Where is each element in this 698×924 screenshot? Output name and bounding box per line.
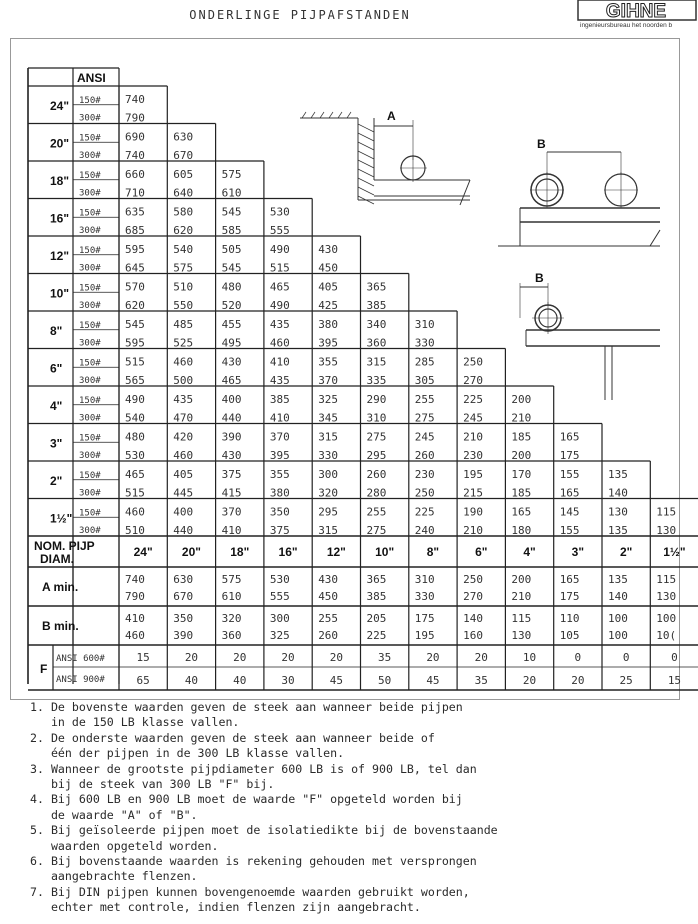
a-min-top: 575 [221, 573, 242, 586]
value-300: 515 [125, 486, 145, 500]
b-min-top: 320 [221, 612, 242, 625]
value-150: 115 [656, 505, 677, 519]
nom-size: 18" [230, 545, 250, 559]
value-300: 275 [414, 411, 435, 425]
nom-label-2: DIAM. [40, 552, 74, 566]
value-150: 545 [125, 317, 145, 331]
value-300: 465 [221, 374, 242, 387]
b-min-top: 140 [463, 612, 483, 625]
a-min-bottom: 130 [656, 590, 677, 603]
value-150: 635 [125, 205, 145, 219]
value-300: 515 [269, 261, 290, 275]
row-size-label: 20" [50, 136, 70, 151]
value-300: 495 [221, 336, 242, 350]
class-300-label: 300# [79, 526, 101, 536]
b-min-top: 100 [656, 612, 677, 625]
value-300: 470 [173, 411, 194, 425]
b-min-bottom: 460 [125, 629, 145, 642]
a-min-top: 740 [125, 573, 145, 586]
b-min-bottom: 130 [511, 629, 532, 642]
value-150: 400 [173, 505, 194, 519]
class-150-label: 150# [79, 170, 101, 181]
a-min-bottom: 555 [269, 590, 290, 603]
value-150: 400 [221, 392, 242, 406]
class-150-label: 150# [79, 133, 101, 144]
f-900-value: 40 [184, 674, 199, 687]
class-150-label: 150# [79, 508, 101, 519]
class-300-label: 300# [79, 376, 101, 386]
a-min-top: 630 [173, 573, 194, 586]
value-300: 790 [125, 111, 145, 125]
b-min-bottom: 225 [366, 629, 387, 642]
class-150-label: 150# [79, 95, 101, 106]
value-150: 225 [463, 392, 483, 406]
value-300: 500 [173, 374, 194, 387]
class-150-label: 150# [79, 245, 101, 256]
value-300: 165 [559, 486, 580, 500]
class-150-label: 150# [79, 283, 101, 294]
value-150: 285 [414, 355, 435, 369]
a-min-bottom: 140 [608, 590, 628, 603]
value-300: 490 [269, 299, 290, 312]
class-300-label: 300# [79, 188, 101, 199]
a-min-bottom: 670 [173, 590, 194, 603]
value-300: 460 [269, 336, 290, 350]
class-300-label: 300# [79, 113, 101, 124]
f-label: F [40, 662, 48, 676]
value-150: 290 [366, 392, 387, 406]
row-size-label: 18" [50, 173, 70, 188]
a-min-bottom: 270 [463, 590, 483, 603]
value-300: 445 [173, 486, 194, 500]
value-150: 260 [366, 467, 387, 481]
value-300: 415 [221, 486, 242, 500]
value-300: 280 [366, 486, 387, 500]
b-min-bottom: 360 [221, 629, 242, 642]
b-min-bottom: 105 [559, 629, 580, 642]
value-300: 250 [414, 486, 435, 500]
value-150: 390 [221, 430, 242, 444]
b-min-bottom: 390 [173, 629, 194, 642]
value-300: 430 [221, 449, 242, 462]
a-min-bottom: 450 [318, 590, 339, 603]
class-300-label: 300# [79, 488, 101, 499]
value-300: 645 [125, 261, 145, 275]
value-150: 315 [366, 355, 387, 369]
value-150: 165 [511, 505, 532, 519]
value-150: 405 [173, 467, 194, 481]
value-300: 295 [366, 449, 387, 462]
value-150: 310 [414, 317, 435, 331]
value-150: 210 [463, 430, 483, 444]
value-300: 210 [511, 411, 532, 425]
value-150: 420 [173, 430, 194, 444]
value-150: 185 [511, 430, 532, 444]
nom-size: 16" [278, 545, 298, 559]
value-300: 685 [125, 224, 145, 237]
value-300: 310 [366, 411, 387, 425]
f-ansi900-label: ANSI 900# [56, 675, 105, 685]
value-150: 370 [221, 505, 242, 519]
value-300: 395 [318, 336, 339, 350]
a-min-bottom: 210 [511, 590, 532, 603]
class-300-label: 300# [79, 451, 101, 461]
b-min-bottom: 195 [414, 629, 435, 642]
value-150: 355 [269, 467, 290, 481]
a-min-bottom: 790 [125, 590, 145, 603]
value-300: 550 [173, 299, 194, 312]
value-300: 375 [269, 524, 290, 537]
class-150-label: 150# [79, 395, 101, 406]
f-900-value: 40 [233, 674, 247, 687]
value-300: 315 [318, 524, 339, 537]
f-900-value: 15 [667, 674, 682, 687]
value-300: 260 [414, 449, 435, 462]
a-min-top: 310 [414, 573, 435, 586]
page-title: ONDERLINGE PIJPAFSTANDEN [189, 8, 411, 22]
value-300: 555 [269, 224, 290, 237]
note-item: 5. Bij geïsoleerde pijpen moet de isolatiedikte bij de bovenstaande waarden opgeteld worden. [30, 823, 498, 853]
a-min-top: 165 [559, 573, 580, 586]
value-150: 300 [318, 467, 339, 481]
value-150: 375 [221, 467, 242, 481]
value-150: 385 [269, 392, 290, 406]
value-150: 490 [269, 242, 290, 256]
value-300: 520 [221, 299, 242, 312]
row-size-label: 1½" [50, 511, 73, 526]
class-150-label: 150# [79, 320, 101, 331]
a-min-top: 365 [366, 573, 387, 586]
a-min-top: 200 [511, 573, 532, 586]
value-150: 195 [463, 467, 483, 481]
a-min-bottom: 385 [366, 590, 387, 603]
value-300: 360 [366, 336, 387, 350]
row-size-label: 24" [50, 98, 70, 113]
value-150: 275 [366, 430, 387, 444]
nom-size: 4" [523, 545, 536, 559]
class-150-label: 150# [79, 433, 101, 444]
value-150: 455 [221, 317, 242, 331]
dim-a-label: A [387, 109, 396, 123]
value-150: 230 [414, 467, 435, 481]
a-min-bottom: 610 [221, 590, 242, 603]
f-900-value: 30 [281, 674, 295, 687]
value-300: 620 [173, 224, 194, 237]
value-150: 430 [221, 355, 242, 369]
f-600-value: 0 [574, 651, 582, 664]
row-size-label: 8" [50, 323, 63, 338]
value-300: 140 [608, 486, 628, 500]
value-300: 450 [318, 261, 339, 275]
value-150: 630 [173, 130, 194, 144]
value-300: 240 [414, 524, 435, 537]
dim-b2-label: B [535, 271, 544, 285]
f-900-value: 25 [619, 674, 633, 687]
value-150: 740 [125, 92, 145, 106]
value-300: 320 [318, 486, 339, 500]
a-min-bottom: 175 [559, 590, 580, 603]
value-300: 620 [125, 299, 145, 312]
value-300: 270 [463, 374, 483, 387]
row-size-label: 3" [50, 436, 63, 451]
value-300: 130 [656, 524, 677, 537]
row-size-label: 2" [50, 473, 63, 488]
f-600-value: 0 [671, 651, 678, 664]
f-600-value: 20 [474, 651, 488, 664]
b-min-top: 300 [269, 612, 290, 625]
b-min-bottom: 100 [608, 629, 628, 642]
value-300: 230 [463, 449, 483, 462]
note-item: 4. Bij 600 LB en 900 LB moet de waarde "F" opgeteld worden bij de waarde "A" of "B". [30, 792, 463, 822]
value-300: 135 [608, 524, 628, 537]
nom-size: 8" [426, 545, 440, 559]
value-300: 200 [511, 449, 532, 462]
value-300: 640 [173, 186, 194, 200]
f-900-value: 50 [378, 674, 392, 687]
a-min-top: 530 [269, 573, 290, 586]
b-min-top: 205 [366, 612, 387, 625]
f-600-value: 20 [426, 651, 440, 664]
value-300: 410 [221, 524, 242, 537]
value-150: 570 [125, 280, 145, 294]
value-150: 460 [173, 355, 194, 369]
value-150: 340 [366, 317, 387, 331]
value-150: 190 [463, 505, 483, 519]
value-300: 585 [221, 224, 242, 237]
value-300: 540 [125, 411, 145, 425]
value-150: 315 [318, 430, 339, 444]
value-300: 175 [559, 449, 580, 462]
class-150-label: 150# [79, 358, 101, 369]
logo-subtitle: ingenieursbureau het noorden b [580, 22, 673, 29]
b-min-bottom: 160 [463, 629, 483, 642]
value-150: 410 [269, 355, 290, 369]
value-300: 565 [125, 374, 145, 387]
value-150: 480 [125, 430, 145, 444]
value-150: 540 [173, 242, 194, 256]
value-150: 580 [173, 205, 194, 219]
value-300: 215 [463, 486, 483, 500]
note-item: 2. De onderste waarden geven de steek aan wanneer beide of één der pijpen in de 300 LB klasse vallen. [30, 730, 435, 761]
value-300: 180 [511, 524, 532, 537]
value-300: 670 [173, 149, 194, 162]
value-300: 185 [511, 486, 532, 500]
value-150: 660 [125, 167, 145, 181]
value-150: 145 [559, 505, 580, 519]
value-300: 370 [318, 374, 339, 387]
value-150: 225 [414, 505, 435, 519]
a-min-top: 430 [318, 573, 339, 586]
a-min-bottom: 330 [414, 590, 435, 603]
value-150: 465 [269, 280, 290, 294]
f-600-value: 20 [329, 651, 343, 664]
class-300-label: 300# [79, 338, 101, 349]
value-300: 245 [463, 411, 483, 425]
value-300: 305 [414, 374, 435, 387]
value-150: 435 [173, 392, 194, 406]
value-150: 355 [318, 355, 339, 369]
value-150: 595 [125, 242, 145, 256]
nom-label: NOM. PIJP [34, 539, 95, 553]
b-min-label: B min. [42, 619, 79, 633]
nom-size: 24" [133, 545, 153, 559]
note-item: 3. Wanneer de grootste pijpdiameter 600 LB is of 900 LB, tel dan bij de steek van 300 LB "F" bij. [30, 761, 477, 792]
value-150: 170 [511, 467, 532, 481]
value-150: 255 [414, 392, 435, 406]
b-min-bottom: 10( [656, 629, 677, 642]
value-150: 130 [608, 505, 628, 519]
value-150: 250 [463, 355, 483, 369]
value-150: 365 [366, 280, 387, 294]
nom-size: 10" [375, 545, 395, 559]
f-600-value: 10 [522, 651, 537, 664]
value-300: 155 [559, 524, 580, 537]
f-900-value: 20 [571, 674, 585, 687]
value-300: 385 [366, 299, 387, 312]
class-150-label: 150# [79, 470, 101, 481]
value-150: 480 [221, 280, 242, 294]
f-900-value: 45 [329, 674, 343, 687]
value-150: 515 [125, 355, 145, 369]
nom-size: 1½" [663, 545, 686, 559]
value-150: 165 [559, 430, 580, 444]
value-150: 325 [318, 392, 339, 406]
value-300: 610 [221, 186, 242, 200]
note-item: 7. Bij DIN pijpen kunnen bovengenoemde waarden gebruikt worden, echter met controle, indien flenzen zijn aangebracht. [30, 884, 470, 915]
value-300: 440 [173, 524, 194, 537]
value-150: 255 [366, 505, 387, 519]
a-min-top: 115 [656, 573, 677, 586]
dim-b1-label: B [537, 137, 546, 151]
b-min-top: 110 [559, 612, 580, 625]
nom-size: 12" [326, 545, 346, 559]
value-300: 275 [366, 524, 387, 537]
b-min-bottom: 260 [318, 629, 339, 642]
value-150: 350 [269, 505, 290, 519]
class-150-label: 150# [79, 208, 101, 219]
a-min-top: 250 [463, 573, 483, 586]
f-900-value: 65 [136, 674, 150, 687]
b-min-bottom: 325 [269, 629, 290, 642]
value-150: 460 [125, 505, 145, 519]
f-600-value: 35 [378, 651, 392, 664]
f-600-value: 20 [233, 651, 247, 664]
value-300: 345 [318, 411, 339, 425]
value-300: 210 [463, 524, 483, 537]
value-300: 545 [221, 261, 242, 275]
value-300: 740 [125, 149, 145, 162]
row-size-label: 4" [50, 398, 63, 413]
value-150: 575 [221, 167, 242, 181]
class-300-label: 300# [79, 151, 101, 161]
f-900-value: 45 [426, 674, 440, 687]
b-min-top: 350 [173, 612, 194, 625]
f-600-value: 20 [184, 651, 199, 664]
b-min-top: 175 [414, 612, 435, 625]
value-150: 370 [269, 430, 290, 444]
value-150: 490 [125, 392, 145, 406]
value-300: 440 [221, 411, 242, 425]
nom-size: 6" [475, 545, 488, 559]
f-ansi600-label: ANSI 600# [56, 654, 105, 664]
ansi-header: ANSI [77, 71, 106, 85]
value-150: 200 [511, 392, 532, 406]
value-300: 710 [125, 186, 145, 200]
value-150: 405 [318, 280, 339, 294]
row-size-label: 10" [50, 286, 70, 301]
row-size-label: 6" [50, 361, 63, 376]
f-900-value: 35 [474, 674, 488, 687]
f-900-value: 20 [522, 674, 537, 687]
value-150: 530 [269, 205, 290, 219]
value-300: 435 [269, 374, 290, 387]
value-150: 430 [318, 242, 339, 256]
value-150: 435 [269, 317, 290, 331]
f-600-value: 20 [281, 651, 295, 664]
svg-text:GIHNE: GIHNE [605, 1, 667, 22]
value-150: 690 [125, 130, 145, 144]
nom-size: 3" [571, 545, 585, 559]
b-min-top: 100 [608, 612, 628, 625]
a-min-top: 135 [608, 573, 628, 586]
value-300: 410 [269, 411, 290, 425]
f-600-value: 15 [136, 651, 150, 664]
class-300-label: 300# [79, 301, 101, 311]
f-600-value: 0 [622, 651, 630, 664]
value-300: 510 [125, 524, 145, 537]
b-min-top: 410 [125, 612, 145, 625]
class-300-label: 300# [79, 263, 101, 274]
value-300: 530 [125, 449, 145, 462]
value-300: 330 [318, 449, 339, 462]
value-150: 380 [318, 317, 339, 331]
value-300: 380 [269, 486, 290, 500]
notes-list [30, 700, 670, 916]
value-150: 155 [559, 467, 580, 481]
row-size-label: 16" [50, 211, 70, 226]
value-150: 545 [221, 205, 242, 219]
value-300: 525 [173, 336, 194, 350]
value-150: 245 [414, 430, 435, 444]
value-150: 485 [173, 317, 194, 331]
row-size-label: 12" [50, 248, 70, 263]
value-300: 425 [318, 299, 339, 312]
b-min-top: 115 [511, 612, 532, 625]
value-150: 465 [125, 467, 145, 481]
class-300-label: 300# [79, 413, 101, 424]
value-300: 330 [414, 336, 435, 350]
note-item: 1. De bovenste waarden geven de steek aan wanneer beide pijpen in de 150 LB klasse vallen. [30, 700, 463, 730]
value-150: 510 [173, 280, 194, 294]
a-min-label: A min. [42, 580, 79, 594]
b-min-top: 255 [318, 612, 339, 625]
note-item: 6. Bij bovenstaande waarden is rekening gehouden met versprongen aangebrachte flenzen. [30, 854, 477, 884]
value-300: 335 [366, 374, 387, 387]
value-150: 295 [318, 505, 339, 519]
value-150: 505 [221, 242, 242, 256]
value-300: 595 [125, 336, 145, 350]
value-300: 575 [173, 261, 194, 275]
value-150: 135 [608, 467, 628, 481]
value-300: 395 [269, 449, 290, 462]
nom-size: 2" [619, 545, 633, 559]
value-150: 605 [173, 167, 194, 181]
class-300-label: 300# [79, 226, 101, 236]
value-300: 460 [173, 449, 194, 462]
nom-size: 20" [181, 545, 201, 559]
